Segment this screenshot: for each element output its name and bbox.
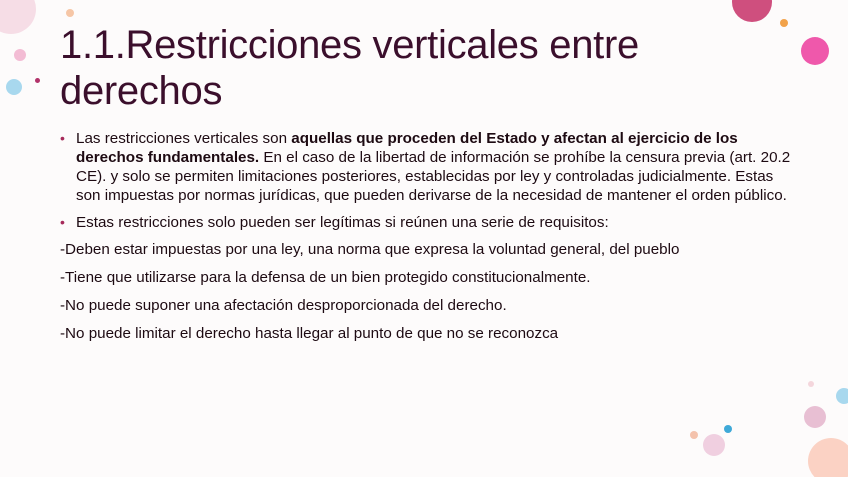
slide-title: 1.1.Restricciones verticales entre derechos [60, 23, 639, 113]
decorative-dot [808, 381, 814, 387]
requirement-item: -No puede suponer una afectación desproporcionada del derecho. [60, 297, 507, 314]
bullet-text: Estas restricciones solo pueden ser legítimas si reúnen una serie de requisitos: [76, 214, 609, 231]
bullet-icon: • [60, 130, 65, 146]
bullet-text-start: Las restricciones verticales son [76, 130, 292, 147]
decorative-dot [6, 79, 22, 95]
decorative-dot [780, 19, 788, 27]
slide-content [60, 129, 794, 352]
bullet-text-end: En el caso de la libertad de información se prohíbe la censura previa (art. 20.2 CE). y solo se permiten limitaciones posteriores, establecidas por ley y controladas judicialmente. Estas son impuestas por normas jurídicas, que pueden derivarse de la necesidad de mantener el orden público. [76, 149, 791, 204]
decorative-dot [14, 49, 26, 61]
decorative-dot [0, 0, 36, 34]
requirement-item: -No puede limitar el derecho hasta llegar al punto de que no se reconozca [60, 325, 559, 342]
decorative-dot [66, 9, 74, 17]
requirement-item: -Tiene que utilizarse para la defensa de un bien protegido constitucionalmente. [60, 269, 591, 286]
decorative-dot [724, 425, 732, 433]
bullet-icon: • [60, 214, 65, 230]
decorative-dot [35, 78, 40, 83]
bullet-item [60, 213, 794, 232]
decorative-dot [732, 0, 772, 22]
bullet-item [60, 129, 794, 205]
decorative-dot [690, 431, 698, 439]
decorative-dot [808, 438, 848, 477]
decorative-dot [804, 406, 826, 428]
requirement-item: -Deben estar impuestas por una ley, una norma que expresa la voluntad general, del pueblo [60, 241, 680, 258]
decorative-dot [801, 37, 829, 65]
decorative-dot [703, 434, 725, 456]
bullet-text-bold: aquellas que proceden del Estado y afectan al ejercicio de los derechos fundamentales. [76, 130, 738, 166]
decorative-dot [836, 388, 848, 404]
